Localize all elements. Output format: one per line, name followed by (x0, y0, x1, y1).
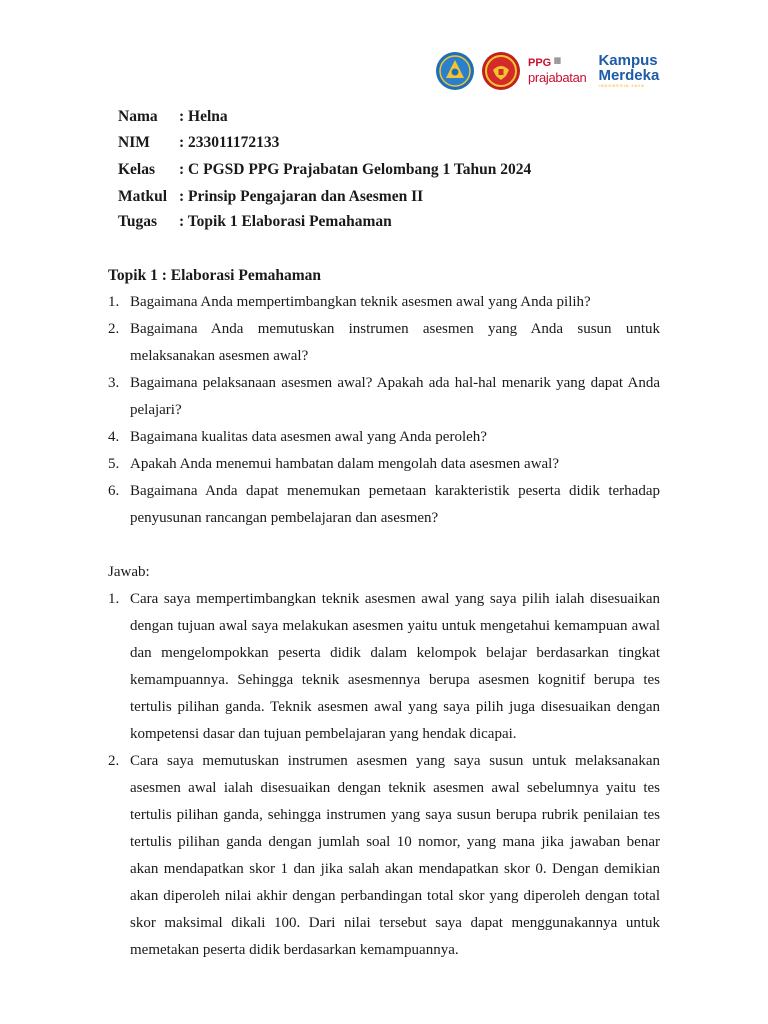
list-item (108, 316, 660, 370)
merdeka-word: Merdeka (598, 66, 660, 84)
list-item (108, 478, 660, 532)
answer-text: Cara saya mempertimbangkan teknik asesmen awal yang saya pilih ialah disesuaikan dengan tujuan awal saya melakukan asesmen yaitu untuk mengetahui kemampuan awal dan mengelompokkan peserta didik dalam kelompok belajar berdasarkan tingkat kemampuannya. Sehingga teknik asesmennya berupa asesmen kognitif berupa tes tertulis pilihan ganda. Teknik asesmen awal yang saya pilih juga disesuaikan dengan kompetensi dasar dan tujuan pembelajaran yang hendak dicapai. (130, 591, 660, 742)
item-number: 1. (108, 294, 120, 310)
ppg-tagline-mark: ███ ███ (554, 57, 561, 65)
info-value: : C PGSD PPG Prajabatan Gelombang 1 Tahun 2024 (179, 161, 532, 178)
question-text: Apakah Anda menemui hambatan dalam mengolah data asesmen awal? (130, 456, 560, 472)
info-label: Matkul (118, 187, 168, 205)
ppg-name: prajabatan (528, 70, 587, 85)
info-value: : Prinsip Pengajaran dan Asesmen II (179, 187, 424, 205)
list-item (108, 289, 660, 316)
garuda-emblem-icon (482, 52, 520, 90)
info-value: : 233011172133 (179, 133, 280, 151)
info-row-nim (118, 129, 531, 156)
item-number: 3. (108, 375, 120, 391)
question-text: Bagaimana pelaksanaan asesmen awal? Apakah ada hal-hal menarik yang dapat Anda pelajari? (130, 375, 660, 418)
info-label: NIM (118, 133, 150, 151)
info-label: Kelas (118, 161, 156, 178)
info-row-tugas (118, 209, 531, 234)
kampus-merdeka-logo (598, 54, 659, 87)
answer-text: Cara saya memutuskan instrumen asesmen yang saya susun untuk melaksanakan asesmen awal ialah disesuaikan dengan teknik asesmen awal sebelumnya yaitu tes tertulis pilihan ganda, sehingga instrumen yang saya susun berupa rubrik penilaian tes tertulis pilihan ganda dengan jumlah soal 10 nomor, yang mana jika jawaban benar akan mendapatkan skor 1 dan jika salah akan mendapatkan skor 0. Dengan demikian akan diperoleh nilai akhir dengan perbandingan total skor yang diperoleh dengan total skor maksimal dikali 100. Dari nilai tersebut saya dapat menggunakannya untuk memetakan peserta didik berdasarkan kemampuannya. (130, 753, 660, 958)
spacer (108, 532, 660, 559)
header-logos (436, 52, 659, 90)
list-item (108, 370, 660, 424)
question-text: Bagaimana Anda memutuskan instrumen asesmen yang Anda susun untuk melaksanakan asesmen awal? (130, 321, 660, 364)
tut-wuri-handayani-icon (436, 52, 474, 90)
list-item (108, 586, 660, 748)
item-number: 5. (108, 456, 120, 472)
item-number: 4. (108, 429, 120, 445)
info-row-kelas (118, 156, 531, 184)
kampus-word: Kampus (598, 52, 658, 70)
question-text: Bagaimana Anda dapat menemukan pemetaan karakteristik peserta didik terhadap penyusunan rancangan pembelajaran dan asesmen? (130, 483, 660, 526)
answer-label: Jawab: (108, 564, 150, 580)
info-value: : Topik 1 Elaborasi Pemahaman (179, 212, 392, 230)
list-item (108, 451, 660, 478)
answer-list (108, 586, 660, 964)
student-info (118, 104, 531, 234)
item-number: 1. (108, 591, 120, 607)
info-label: Nama (118, 107, 158, 125)
info-value: : Helna (179, 107, 228, 125)
info-label: Tugas (118, 212, 158, 230)
item-number: 2. (108, 321, 120, 337)
item-number: 2. (108, 753, 120, 769)
info-row-nama (118, 104, 531, 129)
question-text: Bagaimana Anda mempertimbangkan teknik asesmen awal yang Anda pilih? (130, 294, 591, 310)
info-row-matkul (118, 184, 531, 209)
indonesia-jaya-tagline: INDONESIA JAYA (598, 82, 645, 88)
document-body (108, 262, 660, 964)
list-item (108, 748, 660, 964)
question-list (108, 289, 660, 532)
question-text: Bagaimana kualitas data asesmen awal yang Anda peroleh? (130, 429, 487, 445)
ppg-code: PPG (528, 57, 552, 69)
list-item (108, 424, 660, 451)
section-title: Topik 1 : Elaborasi Pemahaman (108, 267, 322, 284)
ppg-prajabatan-logo (528, 58, 586, 84)
item-number: 6. (108, 483, 120, 499)
